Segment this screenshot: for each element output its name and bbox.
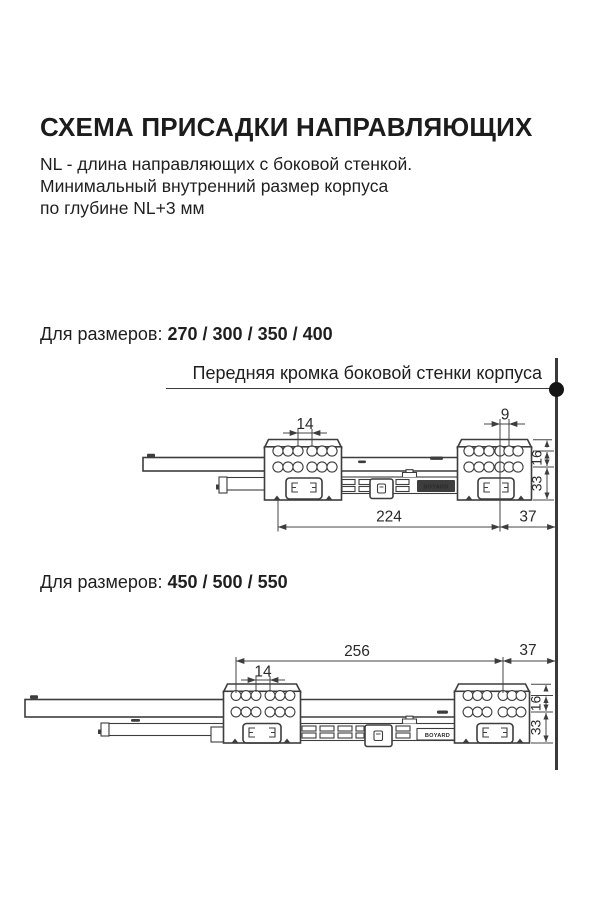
sizes-values-2: 450 / 500 / 550	[167, 572, 288, 592]
intro-text	[40, 153, 412, 219]
intro-line-2: Минимальный внутренний размер корпуса	[40, 176, 389, 196]
sizes-prefix-1: Для размеров:	[40, 324, 163, 344]
sizes-heading-1	[40, 324, 333, 345]
dim-front-pitch-1: 9	[500, 406, 510, 424]
dim-hole-pitch-1: 14	[296, 416, 314, 433]
brand-label-2: BOYARD	[424, 732, 451, 739]
dim-row-gap-2: 16	[527, 695, 544, 712]
sizes-prefix-2: Для размеров:	[40, 572, 163, 592]
dim-front-offset-2: 37	[519, 642, 537, 659]
intro-line-1: NL - длина направляющих с боковой стенкой.	[40, 154, 413, 174]
dim-bottom-gap-1: 33	[528, 475, 545, 492]
brand-plate-2	[417, 729, 458, 741]
brand-label-1: BOYARD	[423, 484, 449, 491]
slide-diagram-2	[0, 620, 600, 810]
sizes-heading-2	[40, 572, 288, 593]
front-edge-marker-dot	[549, 382, 564, 397]
dim-front-offset-1: 37	[519, 508, 537, 526]
front-edge-vertical-line	[555, 358, 558, 770]
dim-hole-pitch-2: 14	[254, 663, 272, 681]
slide-diagram-1	[0, 390, 600, 560]
hole-cassette-1-left	[265, 440, 342, 501]
intro-line-3: по глубине NL+3 мм	[40, 198, 205, 218]
page-title: СХЕМА ПРИСАДКИ НАПРАВЛЯЮЩИХ	[40, 112, 533, 142]
hole-cassette-2-left	[224, 684, 301, 743]
front-edge-leader-line	[166, 388, 556, 389]
sizes-values-1: 270 / 300 / 350 / 400	[167, 324, 333, 344]
hole-cassette-2-right	[455, 684, 530, 743]
front-edge-label: Передняя кромка боковой стенки корпуса	[192, 363, 542, 383]
dim-row-gap-1: 16	[528, 450, 545, 466]
dim-length-2: 256	[344, 643, 370, 660]
hole-cassette-1-right	[458, 440, 532, 501]
brand-plate-1	[417, 480, 455, 492]
dim-length-1: 224	[376, 508, 402, 526]
dim-bottom-gap-2: 33	[527, 719, 544, 736]
